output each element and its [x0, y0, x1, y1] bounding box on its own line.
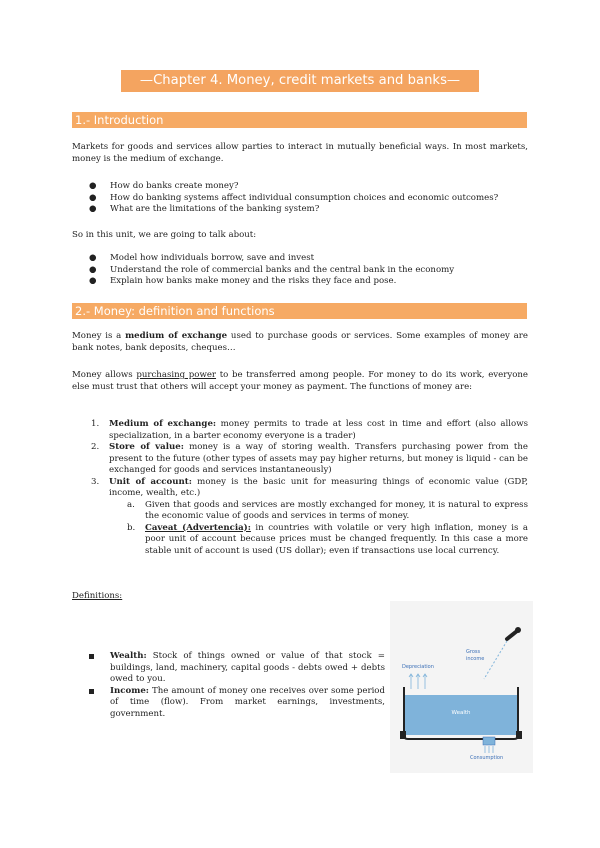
bullet-dot-icon: ● [89, 264, 97, 275]
section-header-introduction: 1.- Introduction [72, 112, 527, 128]
list-item: ● How do banking systems affect individual consumption choices and economic outcomes? [89, 192, 499, 203]
list-item: ● How do banks create money? [89, 181, 239, 191]
consumption-arrows-icon [485, 746, 493, 753]
depreciation-label: Depreciation [402, 664, 434, 670]
square-bullet-icon [89, 689, 94, 694]
list-item: ● Model how individuals borrow, save and invest [89, 253, 315, 263]
bullet-dot-icon: ● [89, 204, 97, 214]
unit-of-account-subitems [109, 500, 528, 558]
faucet-icon [484, 627, 521, 679]
intro-paragraph: Markets for goods and services allow parties to interact in mutually beneficial ways. In most markets, money is the medium of exchange. [72, 142, 528, 164]
money-paragraph-1: Money is a medium of exchange used to purchase goods or services. Some examples of money are bank notes, bank deposits, cheques… [72, 331, 529, 353]
gross-income-label: Gross [466, 649, 481, 655]
bullet-dot-icon: ● [89, 181, 97, 191]
list-item: ● Explain how banks make money and the risks they face and pose. [89, 276, 397, 286]
list-item: Income: The amount of money one receives over some period of time (flow). From market earnings, investments, government. [72, 686, 385, 721]
definitions-label: Definitions: [72, 591, 123, 601]
list-item: 1. Medium of exchange: money permits to trade at less cost in time and effort (also allows specialization, in a barter economy everyone is a trader) [91, 419, 528, 441]
list-item: ● Understand the role of commercial banks and the central bank in the economy [89, 264, 455, 275]
money-functions-list [72, 419, 528, 557]
intro-topics-list [72, 253, 528, 288]
bullet-dot-icon: ● [89, 192, 97, 203]
list-item: 2. Store of value: money is a way of storing wealth. Transfers purchasing power from the present to the future (other types of assets may pay higher returns, but money is liquid - can be exchanged for goods and services instantaneously) [91, 442, 529, 475]
wealth-bathtub-figure [390, 601, 533, 773]
drain-icon [483, 737, 495, 745]
list-item: b. Caveat (Advertencia): in countries with volatile or very high inflation, money is a poor unit of account because prices must be changed frequently. In this case a more stable unit of account is used (US dollar); even if transactions use local currency. [127, 522, 529, 556]
page-title: —Chapter 4. Money, credit markets and banks— [121, 70, 479, 92]
section-header-money: 2.- Money: definition and functions [72, 303, 527, 319]
bullet-dot-icon: ● [89, 276, 97, 286]
definitions-list [72, 651, 385, 720]
list-item: Wealth: Stock of things owned or value of that stock = buildings, land, machinery, capital goods - debts owed + debts owed to you. [72, 651, 385, 686]
consumption-label: Consumption [470, 755, 504, 761]
list-item: a. Given that goods and services are mostly exchanged for money, it is natural to express the economic value of goods and services in terms of money. [127, 499, 528, 521]
money-paragraph-2: Money allows purchasing power to be transferred among people. For money to do its work, everyone else must trust that others will accept your money as payment. The functions of money are: [72, 370, 528, 392]
intro-lead: So in this unit, we are going to talk about: [72, 230, 257, 240]
list-item: 3. Unit of account: money is the basic unit for measuring things of economic value (GDP, income, wealth, etc.) a. Given that goods and services are mostly exchanged for money, it is natural to express the economic value of goods and services in terms of money. b. Caveat (Advertencia): in countries with volatile or very high inflation, money is a poor unit of account because prices must be changed frequently. In this case a more stable unit of account is used (US dollar); even if transactions use local currency. [91, 476, 529, 556]
wealth-label: Wealth [451, 710, 471, 716]
intro-questions-list [72, 181, 528, 216]
depreciation-arrows-icon [409, 674, 427, 689]
square-bullet-icon [89, 654, 94, 659]
bullet-dot-icon: ● [89, 253, 97, 263]
list-item: ● What are the limitations of the banking system? [89, 204, 320, 214]
gross-income-label-2: income [466, 656, 485, 662]
wealth-diagram [390, 601, 533, 773]
